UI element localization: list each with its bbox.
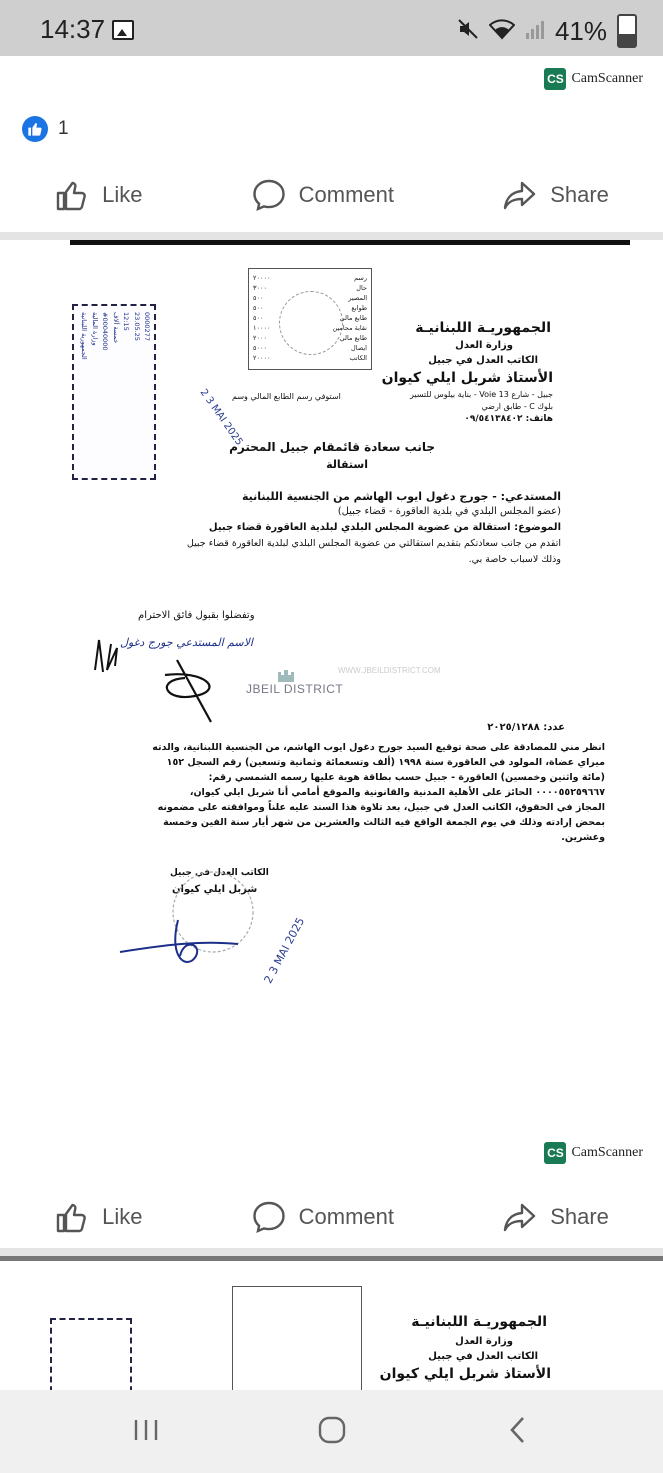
fee-value: ٥٠٠	[253, 304, 264, 312]
fee-value: ٢٠٠٠	[253, 334, 267, 342]
fee-value: ١٠٠٠٠	[253, 324, 271, 332]
fee-label: طوابع	[351, 304, 367, 312]
like-label: Like	[102, 182, 143, 207]
fee-label: الكاتب	[349, 354, 367, 362]
header-notary-name: الأستاذ شربل ايلي كيوان	[381, 370, 553, 386]
fee-value: ٣٠٠٠	[253, 284, 267, 292]
fee-row	[253, 273, 367, 283]
header-ministry: وزارة العدل	[455, 1336, 513, 1347]
header-notary-title: الكاتب العدل في جبيل	[428, 1351, 538, 1362]
battery-icon	[617, 14, 637, 48]
handwritten-name: الاسم المستدعي جورج دغول	[120, 636, 253, 649]
revenue-stamp	[50, 1318, 132, 1390]
fee-label: طابع مالي	[339, 334, 367, 342]
fee-row	[253, 353, 367, 363]
stamp-text: #00040000	[101, 312, 109, 351]
notary-sign-title: الكاتب العدل في جبيل	[170, 868, 269, 878]
fee-note: استوفي رسم الطابع المالي وسم	[232, 392, 341, 401]
back-button[interactable]	[488, 1408, 548, 1452]
post-footer-bottom	[0, 1130, 663, 1248]
status-bar	[0, 0, 663, 56]
stamp-text: 0000277	[143, 312, 151, 341]
fee-label: رسم	[354, 274, 367, 282]
header-phone: هاتف: ٠٩/٥٤١٣٨٤٠٢	[464, 414, 553, 424]
gallery-notification-icon	[112, 20, 134, 40]
stamp-text: خمسة آلاف	[111, 312, 120, 344]
stamp-text: وزارة المالية	[90, 312, 99, 346]
fee-row	[253, 323, 367, 333]
mute-icon	[457, 18, 479, 44]
camscanner-logo	[544, 68, 643, 90]
body-line-1: اتقدم من جانب سعادتكم بتقديم استقالتي من عضوية المجلس البلدي لبلدية العاقورة قضاء جبيل	[186, 538, 561, 549]
like-button[interactable]	[54, 177, 142, 213]
notary-seal-signature	[118, 860, 278, 980]
header-republic: الجمهوريـة اللبنانيـة	[411, 1314, 547, 1330]
fee-value: ٢٠٠٠٠	[253, 274, 271, 282]
post-footer-top	[0, 56, 663, 232]
fee-row	[253, 303, 367, 313]
header-address1: جبيل - شارع Voie 13 - بناية بيلوس للتسير	[409, 390, 553, 399]
post-actions	[0, 1192, 663, 1242]
watermark	[246, 666, 343, 696]
camscanner-logo	[544, 1142, 643, 1164]
share-button[interactable]	[502, 177, 609, 213]
notary-sign-name: شربل ايلي كيوان	[172, 884, 258, 895]
fee-row	[253, 283, 367, 293]
topic: الموضوع: استقالة من عضوية المجلس البلدي لبلدية العاقورة قضاء جبيل	[208, 522, 561, 533]
comment-label: Comment	[298, 182, 394, 207]
header-notary-name: الأستاذ شربل ايلي كيوان	[379, 1366, 551, 1382]
castle-icon	[276, 666, 296, 682]
header-notary-title: الكاتب العدل في جبيل	[428, 355, 538, 366]
thumbs-up-icon	[54, 1199, 90, 1235]
recents-button[interactable]	[116, 1408, 176, 1452]
like-label: Like	[102, 1204, 143, 1229]
scan-top-edge	[70, 240, 630, 245]
camscanner-icon: CS	[544, 68, 566, 90]
stamp-text: 12:15	[122, 312, 130, 331]
wifi-icon	[489, 18, 515, 44]
petitioner: المستدعي: - جورج دغول ايوب الهاشم من الجنسية اللبنانية	[241, 490, 561, 503]
fee-row	[253, 343, 367, 353]
fee-label: طابع مالي	[339, 314, 367, 322]
back-icon	[506, 1415, 530, 1445]
scan-top-edge	[0, 1256, 663, 1261]
signal-icon	[525, 18, 545, 44]
fee-value: ٥٠٠	[253, 314, 264, 322]
like-reaction-icon	[22, 116, 48, 142]
certification-line: المجاز في الحقوق، الكاتب العدل في جبيل، بعد تلاوة هذا السند عليه علناً وموافقته على مضمونه	[157, 802, 605, 813]
document-scan[interactable]	[0, 240, 663, 1195]
status-indicators	[457, 14, 637, 48]
home-icon	[317, 1415, 347, 1445]
stamp-text: 23.05.25	[132, 312, 141, 341]
closing: وتفضلوا بقبول فائق الاحترام	[138, 610, 255, 621]
fee-row	[253, 333, 367, 343]
header-republic: الجمهوريـة اللبنانيـة	[415, 320, 551, 336]
post-actions	[0, 170, 663, 220]
watermark-url: WWW.JBEILDISTRICT.COM	[338, 666, 441, 675]
fee-row	[253, 313, 367, 323]
comment-button[interactable]	[251, 177, 394, 213]
thumbs-up-icon	[54, 177, 90, 213]
camscanner-label: CamScanner	[571, 1145, 643, 1160]
fee-value: ٢٠٠٠٠	[253, 354, 271, 362]
share-icon	[502, 1199, 538, 1235]
share-button[interactable]	[502, 1199, 609, 1235]
petitioner-signature	[85, 630, 235, 730]
status-time: 14:37	[40, 14, 106, 44]
subject-heading: استقالة	[326, 458, 368, 471]
fee-label: ايصال	[351, 344, 367, 352]
system-nav-bar	[0, 1390, 663, 1473]
header-address2: بلوك C - طابق ارضي	[481, 402, 553, 411]
document-scan-next[interactable]	[0, 1256, 663, 1390]
comment-button[interactable]	[251, 1199, 394, 1235]
reaction-summary[interactable]	[22, 116, 69, 142]
fee-stamp-box	[248, 268, 372, 370]
header-ministry: وزارة العدل	[455, 340, 513, 351]
certification-text	[45, 740, 605, 845]
date-stamp-top: 2 3 MAI 2025	[197, 387, 245, 448]
fee-label: المصير	[348, 294, 367, 302]
comment-label: Comment	[298, 1204, 394, 1229]
certification-line: وعشرين.	[561, 832, 605, 843]
camscanner-label: CamScanner	[571, 71, 643, 86]
fee-value: ٥٠٠٠	[253, 344, 267, 352]
comment-icon	[251, 1199, 287, 1235]
recents-icon	[131, 1417, 161, 1443]
revenue-stamp	[72, 304, 156, 480]
certification-line: ميراي عضاة، المولود في العاقورة سنة ١٩٩٨ (ألف وتسعمائة وثمانية وتسعين) رقم السجل ١٥٢	[166, 757, 605, 768]
battery-percent: 41%	[554, 15, 607, 46]
camscanner-icon: CS	[544, 1142, 566, 1164]
stamp-text: الجمهورية اللبنانية	[80, 312, 88, 360]
certification-line: بمحض إرادته وذلك في يوم الجمعة الواقع فيه الثالث والعشرين من شهر أيار سنة الفين وخمسة	[163, 817, 605, 828]
certification-line: ٠٠٠٠٥٥٢٥٩٦٦٧ الحائز على الأهلية المدنية والقانونية والموقع أمامي أنا شربل ايلي كيوان،	[189, 787, 605, 798]
fee-stamp-box	[232, 1286, 362, 1390]
certificate-number: عدد: ٢٠٢٥/١٢٨٨	[487, 722, 565, 733]
fee-label: حال	[356, 284, 367, 292]
certification-line: (مائة واثنين وخمسين) العاقورة - جبيل حسب بطاقة هوية عليها رسمه الشمسي رقم:	[208, 772, 605, 783]
share-label: Share	[550, 182, 609, 207]
fee-label: نقابة محامين	[332, 324, 367, 332]
fee-value: ٥٠٠	[253, 294, 264, 302]
petitioner-role: (عضو المجلس البلدي في بلدية العاقورة - قضاء جبيل)	[337, 506, 561, 517]
comment-icon	[251, 177, 287, 213]
share-icon	[502, 177, 538, 213]
body-line-2: وذلك لاسباب خاصة بي.	[468, 554, 561, 565]
watermark-text: JBEIL DISTRICT	[246, 682, 344, 696]
date-stamp-bottom: 2 3 MAI 2025	[261, 915, 308, 986]
share-label: Share	[550, 1204, 609, 1229]
like-button[interactable]	[54, 1199, 142, 1235]
addressee: جانب سعادة قائمقام جبيل المحترم	[229, 440, 435, 454]
reaction-count: 1	[58, 118, 69, 139]
fee-row	[253, 293, 367, 303]
certification-line: انظر مني للمصادقة على صحة توقيع السيد جورج دغول ايوب الهاشم، من الجنسية اللبنانية، والدته	[152, 742, 605, 753]
home-button[interactable]	[302, 1408, 362, 1452]
